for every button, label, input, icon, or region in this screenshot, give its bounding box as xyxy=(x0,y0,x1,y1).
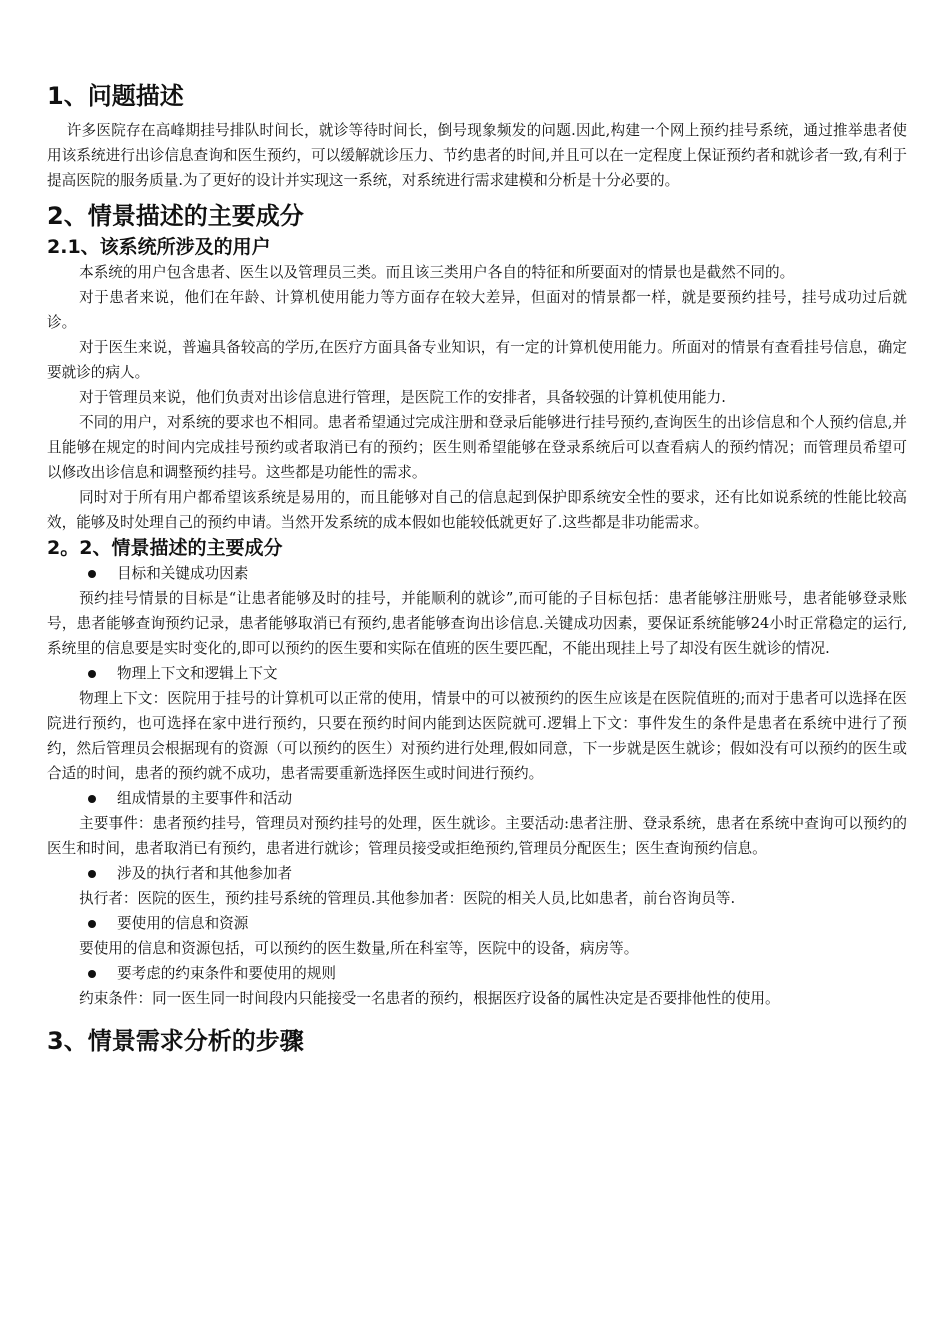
bullet-dot-icon xyxy=(88,570,96,578)
bullet-label: 要使用的信息和资源 xyxy=(117,915,249,932)
paragraph: 对于管理员来说，他们负责对出诊信息进行管理，是医院工作的安排者，具备较强的计算机使用能力. xyxy=(79,389,726,406)
bullet-item xyxy=(47,561,907,586)
heading-system-users: 2.1、该系统所涉及的用户 xyxy=(47,236,271,258)
paragraph: 物理上下文：医院用于挂号的计算机可以正常的使用，情景中的可以被预约的医生应该是在医院值班的;而对于患者可以选择在医院进行预约，也可选择在家中进行预约，只要在预约时间内能到达医院就可.逻辑上下文：事件发生的条件是患者在系统中进行了预约，然后管理员会根据现有的资源（可以预约的医生）对预约进行处理,假如同意，下一步就是医生就诊；假如没有可以预约的医生或合适的时间，患者的预约就不成功，患者需要重新选择医生或时间进行预约。 xyxy=(47,690,907,782)
paragraph: 约束条件：同一医生同一时间段内只能接受一名患者的预约，根据医疗设备的属性决定是否要排他性的使用。 xyxy=(79,990,780,1007)
heading-requirement-analysis-steps: 3、情景需求分析的步骤 xyxy=(47,1027,304,1055)
bullet-label: 要考虑的约束条件和要使用的规则 xyxy=(117,965,336,982)
bullet-item xyxy=(47,861,907,886)
bullet-dot-icon xyxy=(88,670,96,678)
paragraph: 对于患者来说，他们在年龄、计算机使用能力等方面存在较大差异，但面对的情景都一样，就是要预约挂号，挂号成功过后就诊。 xyxy=(47,289,907,331)
paragraph: 要使用的信息和资源包括，可以预约的医生数量,所在科室等，医院中的设备，病房等。 xyxy=(79,940,639,957)
paragraph: 同时对于所有用户都希望该系统是易用的，而且能够对自己的信息起到保护即系统安全性的要求，还有比如说系统的性能比较高效，能够及时处理自己的预约申请。当然开发系统的成本假如也能较低就更好了.这些都是非功能需求。 xyxy=(47,489,907,531)
bullet-item xyxy=(47,786,907,811)
bullet-item xyxy=(47,961,907,986)
document-page xyxy=(47,80,907,1057)
paragraph: 许多医院存在高峰期挂号排队时间长，就诊等待时间长，倒号现象频发的问题.因此,构建一个网上预约挂号系统，通过推举患者使用该系统进行出诊信息查询和医生预约，可以缓解就诊压力、节约患者的时间,并且可以在一定程度上保证预约者和就诊者一致,有利于提高医院的服务质量.为了更好的设计并实现这一系统，对系统进行需求建模和分析是十分必要的。 xyxy=(47,122,907,189)
bullet-item xyxy=(47,911,907,936)
paragraph: 主要事件：患者预约挂号，管理员对预约挂号的处理，医生就诊。主要活动:患者注册、登录系统，患者在系统中查询可以预约的医生和时间，患者取消已有预约，患者进行就诊；管理员接受或拒绝预约,管理员分配医生；医生查询预约信息。 xyxy=(47,815,907,857)
bullet-item xyxy=(47,661,907,686)
paragraph: 执行者：医院的医生，预约挂号系统的管理员.其他参加者：医院的相关人员,比如患者，前台咨询员等. xyxy=(79,890,736,907)
paragraph: 不同的用户，对系统的要求也不相同。患者希望通过完成注册和登录后能够进行挂号预约,查询医生的出诊信息和个人预约信息,并且能够在规定的时间内完成挂号预约或者取消已有的预约；医生则希望能够在登录系统后可以查看病人的预约情况；而管理员希望可以修改出诊信息和调整预约挂号。这些都是功能性的需求。 xyxy=(47,414,907,481)
bullet-label: 组成情景的主要事件和活动 xyxy=(117,790,293,807)
bullet-label: 目标和关键成功因素 xyxy=(117,565,249,582)
bullet-label: 涉及的执行者和其他参加者 xyxy=(117,865,293,882)
bullet-dot-icon xyxy=(88,870,96,878)
paragraph: 预约挂号情景的目标是“让患者能够及时的挂号，并能顺利的就诊”,而可能的子目标包括：患者能够注册账号，患者能够登录账号，患者能够查询预约记录，患者能够取消已有预约,患者能够查询出诊信息.关键成功因素，要保证系统能够24小时正常稳定的运行,系统里的信息要是实时变化的,即可以预约的医生要和实际在值班的医生要匹配，不能出现挂上号了却没有医生就诊的情况. xyxy=(47,590,907,657)
heading-problem-description: 1、问题描述 xyxy=(47,82,184,110)
heading-scenario-components: 2、情景描述的主要成分 xyxy=(47,202,304,230)
bullet-label: 物理上下文和逻辑上下文 xyxy=(117,665,278,682)
paragraph: 本系统的用户包含患者、医生以及管理员三类。而且该三类用户各自的特征和所要面对的情景也是截然不同的。 xyxy=(79,264,795,281)
paragraph: 对于医生来说，普遍具备较高的学历,在医疗方面具备专业知识，有一定的计算机使用能力。所面对的情景有查看挂号信息，确定要就诊的病人。 xyxy=(47,339,907,381)
heading-scenario-main-components: 2。2、情景描述的主要成分 xyxy=(47,537,283,559)
bullet-dot-icon xyxy=(88,970,96,978)
bullet-dot-icon xyxy=(88,795,96,803)
bullet-dot-icon xyxy=(88,920,96,928)
